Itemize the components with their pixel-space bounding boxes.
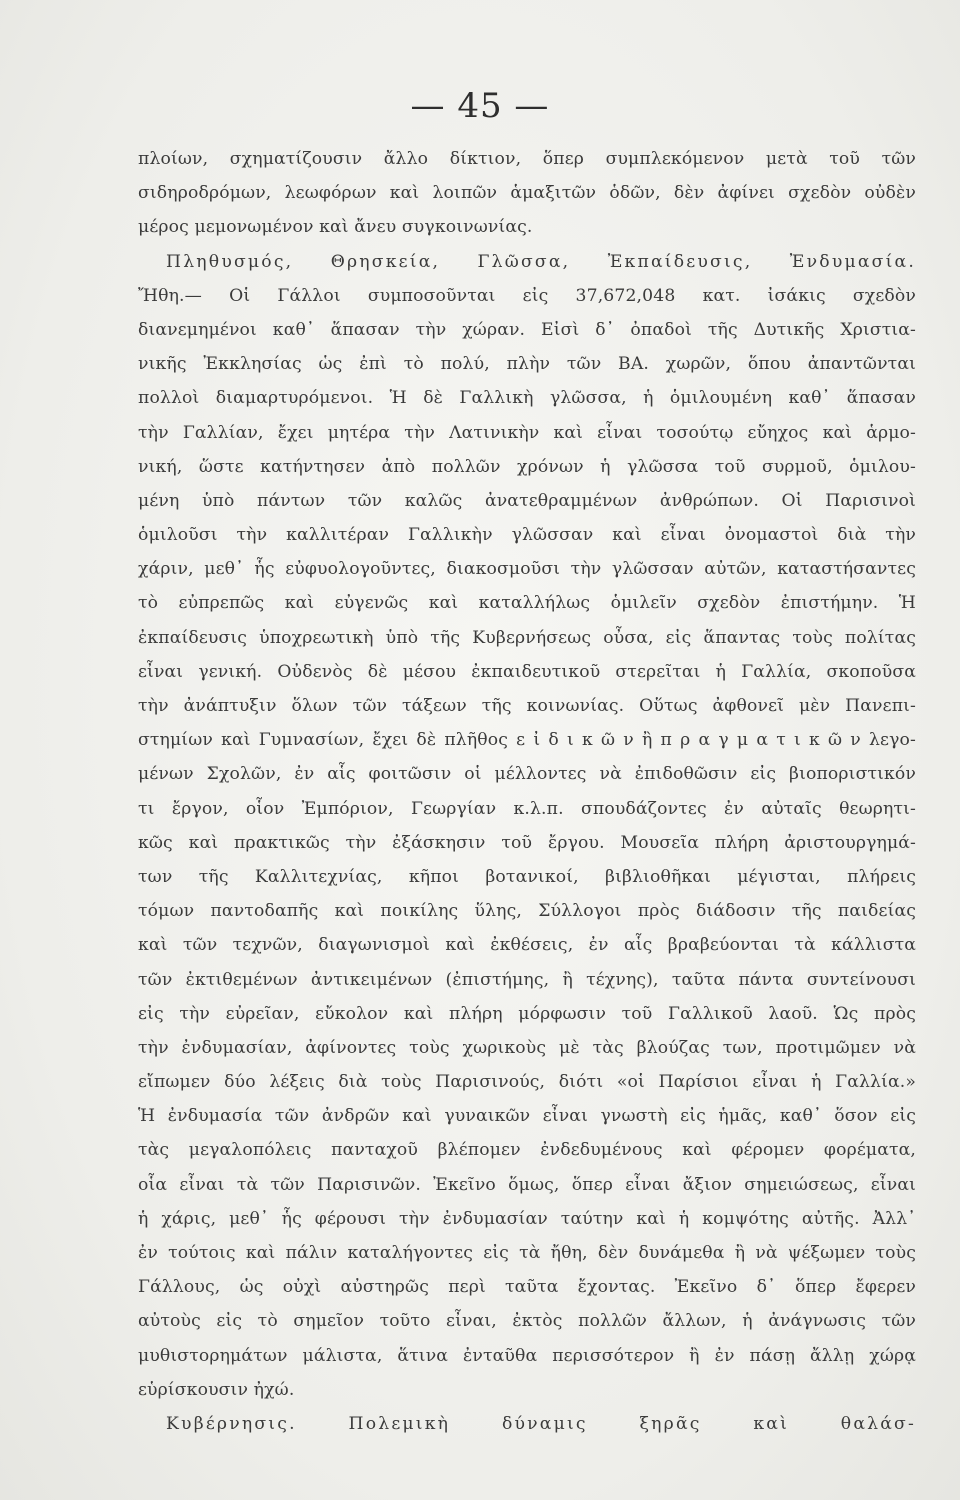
text-line: τὰς μεγαλοπόλεις πανταχοῦ βλέπομεν ἐνδεδυμένους καὶ φέρομεν φορέματα, [138, 1140, 916, 1161]
text-line: μυθιστορημάτων μάλιστα, ἅτινα ἐνταῦθα περισσότερον ἢ ἐν πάσῃ ἄλλῃ χώρᾳ [138, 1345, 916, 1366]
text-line: εὑρίσκουσιν ἠχώ. [138, 1379, 295, 1400]
text-line: νικῆς Ἐκκλησίας ὡς ἐπὶ τὸ πολύ, πλὴν τῶν ΒΑ. χωρῶν, ὅπου ἀπαντῶνται [138, 354, 916, 375]
text-line: μέρος μεμονωμένον καὶ ἄνευ συγκοινωνίας. [138, 217, 533, 238]
text-line: πολλοὶ διαμαρτυρόμενοι. Ἡ δὲ Γαλλικὴ γλῶσσα, ἡ ὁμιλουμένη καθ᾽ ἅπασαν [138, 388, 916, 409]
text-line: τι ἔργον, οἷον Ἐμπόριον, Γεωργίαν κ.λ.π. σπουδάζοντες ἐν αὐταῖς θεωρητι- [138, 798, 916, 819]
text-line: τόμων παντοδαπῆς καὶ ποικίλης ὕλης, Σύλλογοι πρὸς διάδοσιν τῆς παιδείας [138, 901, 916, 922]
text-line: χάριν, μεθ᾽ ἧς εὐφυολογοῦντες, διακοσμοῦσι τὴν γλῶσσαν αὐτῶν, καταστήσαντες [138, 559, 916, 580]
text-line: εἶναι γενική. Οὐδενὸς δὲ μέσου ἐκπαιδευτικοῦ στερεῖται ἡ Γαλλία, σκοποῦσα [138, 661, 916, 682]
text-line: διανεμημένοι καθ᾽ ἅπασαν τὴν χώραν. Εἰσὶ δ᾽ ὀπαδοὶ τῆς Δυτικῆς Χριστια- [138, 319, 916, 340]
text-line: νική, ὥστε κατήντησεν ἀπὸ πολλῶν χρόνων ἡ γλῶσσα τοῦ συρμοῦ, ὁμιλου- [138, 456, 916, 477]
text-line: Ἤθη.— Οἱ Γάλλοι συμποσοῦνται εἰς 37,672,048 κατ. ἰσάκις σχεδὸν [138, 285, 916, 306]
body-text [138, 142, 916, 1441]
text-line: μένων Σχολῶν, ἐν αἷς φοιτῶσιν οἱ μέλλοντες νὰ ἐπιδοθῶσιν εἰς βιοποριστικόν [138, 764, 916, 785]
text-line: σιδηροδρόμων, λεωφόρων καὶ λοιπῶν ἁμαξιτῶν ὁδῶν, δὲν ἀφίνει σχεδὸν οὐδὲν [138, 183, 916, 204]
text-line: τὴν ἐνδυμασίαν, ἀφίνοντες τοὺς χωρικοὺς μὲ τὰς βλούζας των, προτιμῶμεν νὰ [138, 1037, 916, 1058]
text-line: καὶ τῶν τεχνῶν, διαγωνισμοὶ καὶ ἐκθέσεις, ἐν αἷς βραβεύονται τὰ κάλλιστα [138, 935, 916, 956]
text-line: ἐν τούτοις καὶ πάλιν καταλήγοντες εἰς τὰ ἤθη, δὲν δυνάμεθα ἢ νὰ ψέξωμεν τοὺς [138, 1243, 916, 1263]
text-line: Γάλλους, ὡς οὐχὶ αὐστηρῶς περὶ ταῦτα ἔχοντας. Ἐκεῖνο δ᾽ ὅπερ ἔφερεν [138, 1277, 916, 1298]
text-line: αὐτοὺς εἰς τὸ σημεῖον τοῦτο εἶναι, ἐκτὸς πολλῶν ἄλλων, ἡ ἀνάγνωσις τῶν [138, 1311, 916, 1332]
section-heading: Κυβέρνησις. Πολεμικὴ δύναμις ξηρᾶς καὶ θαλάσ- [166, 1413, 916, 1434]
text-line: πλοίων, σχηματίζουσιν ἄλλο δίκτιον, ὅπερ συμπλεκόμενον μετὰ τοῦ τῶν [138, 149, 916, 169]
text-line: στημίων καὶ Γυμνασίων, ἔχει δὲ πλῆθος ε ἰ δ ι κ ῶ ν ἢ π ρ α γ μ α τ ι κ ῶ ν λεγο- [138, 730, 916, 751]
page-number: — 45 — [410, 86, 550, 126]
text-line: μένη ὑπὸ πάντων τῶν καλῶς ἀνατεθραμμένων ἀνθρώπων. Οἱ Παρισινοὶ [138, 490, 916, 511]
text-line: τὴν Γαλλίαν, ἔχει μητέρα τὴν Λατινικὴν καὶ εἶναι τοσούτῳ εὔηχος καὶ ἁρμο- [138, 422, 916, 443]
text-line: τὸ εὐπρεπῶς καὶ εὐγενῶς καὶ καταλλήλως ὁμιλεῖν σχεδὸν ἐπιστήμην. Ἡ [138, 593, 916, 614]
text-line: οἷα εἶναι τὰ τῶν Παρισινῶν. Ἐκεῖνο ὅμως, ὅπερ εἶναι ἄξιον σημειώσεως, εἶναι [138, 1174, 916, 1195]
text-line: εἴπωμεν δύο λέξεις διὰ τοὺς Παρισινούς, διότι «οἱ Παρίσιοι εἶναι ἡ Γαλλία.» [138, 1072, 916, 1093]
text-line: τῶν ἐκτιθεμένων ἀντικειμένων (ἐπιστήμης, ἢ τέχνης), ταῦτα πάντα συντείνουσι [138, 969, 916, 990]
text-line: κῶς καὶ πρακτικῶς τὴν ἐξάσκησιν τοῦ ἔργου. Μουσεῖα πλήρη ἀριστουργημά- [138, 832, 916, 853]
text-line: των τῆς Καλλιτεχνίας, κῆποι βοτανικοί, βιβλιοθῆκαι μέγισται, πλήρεις [138, 866, 916, 887]
text-line: Ἡ ἐνδυμασία τῶν ἀνδρῶν καὶ γυναικῶν εἶναι γνωστὴ εἰς ἡμᾶς, καθ᾽ ὅσον εἰς [138, 1106, 916, 1127]
text-line: εἰς τὴν εὐρεῖαν, εὔκολον καὶ πλήρη μόρφωσιν τοῦ Γαλλικοῦ λαοῦ. Ὡς πρὸς [138, 1003, 916, 1024]
section-heading: Πληθυσμός, Θρησκεία, Γλῶσσα, Ἐκπαίδευσις, Ἐνδυμασία. [166, 251, 916, 272]
text-line: ἐκπαίδευσις ὑποχρεωτικὴ ὑπὸ τῆς Κυβερνήσεως οὖσα, εἰς ἅπαντας τοὺς πολίτας [138, 627, 916, 648]
text-line: τὴν ἀνάπτυξιν ὅλων τῶν τάξεων τῆς κοινωνίας. Οὕτως ἀφθονεῖ μὲν Πανεπι- [138, 696, 916, 716]
text-line: ἡ χάρις, μεθ᾽ ἧς φέρουσι τὴν ἐνδυμασίαν ταύτην καὶ ἡ κομψότης αὐτῆς. Ἀλλ᾽ [138, 1208, 916, 1229]
text-line: ὁμιλοῦσι τὴν καλλιτέραν Γαλλικὴν γλῶσσαν καὶ εἶναι ὀνομαστοὶ διὰ τὴν [138, 525, 916, 546]
